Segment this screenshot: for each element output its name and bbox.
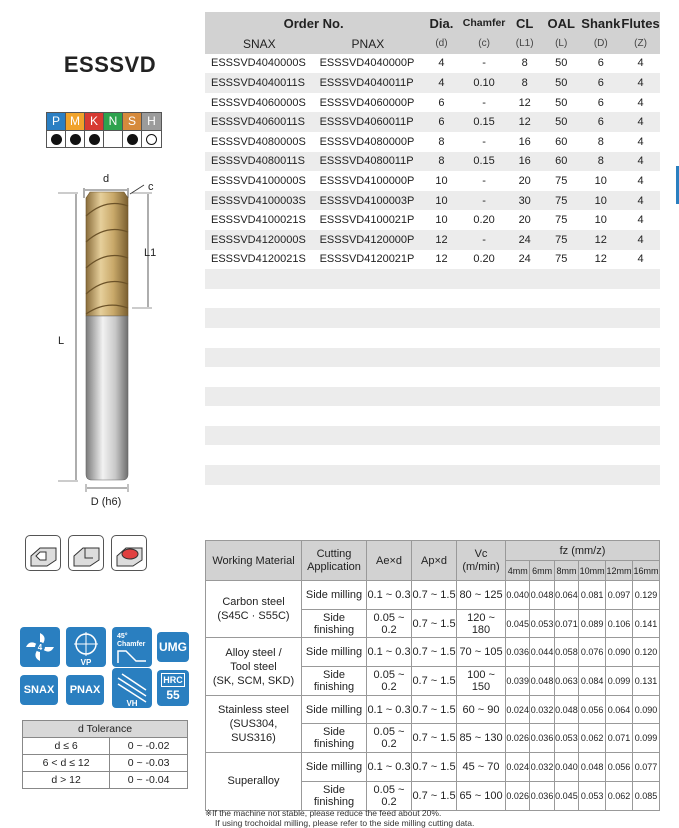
dia-header: Dia. bbox=[422, 12, 461, 34]
order-cell: 6 bbox=[581, 93, 622, 113]
order-cell: ESSSVD4080000S bbox=[205, 132, 314, 152]
order-cell: ESSSVD4100000P bbox=[314, 171, 423, 191]
footnote-2: If using trochoidal milling, please refer to the side milling cutting data. bbox=[215, 818, 475, 828]
order-cell: ESSSVD4060000P bbox=[314, 93, 423, 113]
order-cell: 60 bbox=[542, 132, 581, 152]
fz-value-cell: 0.048 bbox=[530, 667, 554, 696]
material-n-rating bbox=[104, 130, 123, 147]
empty-order-row bbox=[205, 426, 660, 446]
tolerance-row bbox=[23, 738, 188, 755]
order-row bbox=[205, 112, 660, 132]
fz-value-cell: 0.141 bbox=[633, 609, 660, 638]
order-cell: 60 bbox=[542, 152, 581, 172]
fz-value-cell: 0.056 bbox=[606, 753, 633, 782]
fz-size-header: 8mm bbox=[554, 561, 578, 581]
ae-cell: 0.05 ~ 0.2 bbox=[367, 781, 412, 810]
order-cell: 10 bbox=[422, 171, 461, 191]
vc-cell: 80 ~ 125 bbox=[457, 581, 506, 610]
vc-header: Vc (m/min) bbox=[457, 541, 506, 581]
oal-header: OAL bbox=[542, 12, 581, 34]
empty-circle-icon bbox=[146, 134, 157, 145]
dia-sub-header: (d) bbox=[422, 34, 461, 54]
fz-value-cell: 0.056 bbox=[579, 695, 606, 724]
order-cell: 30 bbox=[507, 191, 542, 211]
order-row bbox=[205, 191, 660, 211]
oal-sub-header: (L) bbox=[542, 34, 581, 54]
order-cell: 75 bbox=[542, 171, 581, 191]
order-cell: 10 bbox=[581, 210, 622, 230]
material-name-line: Stainless steel bbox=[218, 703, 289, 716]
ae-cell: 0.1 ~ 0.3 bbox=[367, 581, 412, 610]
app-cell: Side milling bbox=[302, 638, 367, 667]
fz-value-cell: 0.090 bbox=[633, 695, 660, 724]
cl-sub-header: (L1) bbox=[507, 34, 542, 54]
cl-header: CL bbox=[507, 12, 542, 34]
tolerance-cell: 6 < d ≤ 12 bbox=[23, 755, 110, 772]
working-material-cell bbox=[206, 638, 302, 695]
fz-value-cell: 0.024 bbox=[506, 695, 530, 724]
app-cell: Side milling bbox=[302, 753, 367, 782]
order-cell: ESSSVD4040000P bbox=[314, 54, 423, 74]
fz-value-cell: 0.085 bbox=[633, 781, 660, 810]
fz-value-cell: 0.062 bbox=[579, 724, 606, 753]
ae-cell: 0.1 ~ 0.3 bbox=[367, 638, 412, 667]
ae-cell: 0.05 ~ 0.2 bbox=[367, 609, 412, 638]
flutes-sub-header: (Z) bbox=[621, 34, 660, 54]
tolerance-title: d Tolerance bbox=[23, 721, 188, 738]
order-cell: - bbox=[461, 132, 508, 152]
tolerance-row bbox=[23, 772, 188, 789]
ap-cell: 0.7 ~ 1.5 bbox=[412, 724, 457, 753]
fz-value-cell: 0.053 bbox=[530, 609, 554, 638]
slotting-process-icon bbox=[25, 535, 61, 571]
order-cell: ESSSVD4120021S bbox=[205, 250, 314, 270]
tolerance-cell: d ≤ 6 bbox=[23, 738, 110, 755]
order-cell: 75 bbox=[542, 250, 581, 270]
order-cell: 10 bbox=[422, 191, 461, 211]
filled-circle-icon bbox=[89, 134, 100, 145]
chamfer-sub-header: (c) bbox=[461, 34, 508, 54]
order-table bbox=[205, 12, 660, 485]
fz-value-cell: 0.048 bbox=[530, 581, 554, 610]
material-suitability-grid bbox=[46, 112, 162, 148]
ap-cell: 0.7 ~ 1.5 bbox=[412, 667, 457, 696]
order-cell: 0.20 bbox=[461, 250, 508, 270]
tolerance-cell: 0 ~ -0.04 bbox=[110, 772, 188, 789]
order-cell: 0.15 bbox=[461, 152, 508, 172]
empty-order-row bbox=[205, 348, 660, 368]
order-row bbox=[205, 93, 660, 113]
material-name-line: (S45C · S55C) bbox=[217, 610, 290, 623]
fz-value-cell: 0.024 bbox=[506, 753, 530, 782]
working-material-cell bbox=[206, 695, 302, 752]
filled-circle-icon bbox=[70, 134, 81, 145]
cutting-conditions-table bbox=[205, 540, 660, 811]
material-h-rating bbox=[142, 130, 161, 147]
order-cell: 8 bbox=[581, 132, 622, 152]
order-cell: 0.10 bbox=[461, 73, 508, 93]
shank-sub-header: (D) bbox=[581, 34, 622, 54]
order-cell: 4 bbox=[621, 132, 660, 152]
svg-text:VP: VP bbox=[80, 658, 92, 667]
fz-value-cell: 0.129 bbox=[633, 581, 660, 610]
fz-value-cell: 0.045 bbox=[506, 609, 530, 638]
order-cell: 8 bbox=[422, 152, 461, 172]
order-row bbox=[205, 250, 660, 270]
order-cell: 4 bbox=[621, 93, 660, 113]
fz-value-cell: 0.097 bbox=[606, 581, 633, 610]
svg-text:VH: VH bbox=[126, 699, 138, 708]
order-cell: ESSSVD4040011P bbox=[314, 73, 423, 93]
vc-cell: 100 ~ 150 bbox=[457, 667, 506, 696]
fz-size-header: 10mm bbox=[579, 561, 606, 581]
fz-value-cell: 0.058 bbox=[554, 638, 578, 667]
order-cell: ESSSVD4080011S bbox=[205, 152, 314, 172]
order-row bbox=[205, 230, 660, 250]
flutes-header: Flutes bbox=[621, 12, 660, 34]
order-cell: - bbox=[461, 171, 508, 191]
fz-size-header: 4mm bbox=[506, 561, 530, 581]
empty-order-row bbox=[205, 328, 660, 348]
order-cell: ESSSVD4100003P bbox=[314, 191, 423, 211]
material-m-rating bbox=[66, 130, 85, 147]
material-name-line: (SUS304, bbox=[229, 717, 278, 730]
material-name-line: Tool steel bbox=[230, 660, 277, 673]
empty-order-row bbox=[205, 367, 660, 387]
order-cell: 6 bbox=[422, 93, 461, 113]
order-cell: 12 bbox=[422, 250, 461, 270]
material-s-label: S bbox=[123, 113, 142, 130]
order-cell: 75 bbox=[542, 210, 581, 230]
fz-value-cell: 0.053 bbox=[554, 724, 578, 753]
footnote-1: ※If the machine not stable, please reduce the feed about 20%. bbox=[205, 808, 442, 818]
umg-icon: UMG bbox=[157, 632, 189, 662]
four-flute-icon bbox=[20, 627, 60, 667]
order-cell: 20 bbox=[507, 210, 542, 230]
fz-size-header: 6mm bbox=[530, 561, 554, 581]
order-cell: 10 bbox=[581, 171, 622, 191]
fz-value-cell: 0.026 bbox=[506, 781, 530, 810]
order-cell: 24 bbox=[507, 250, 542, 270]
fz-value-cell: 0.044 bbox=[530, 638, 554, 667]
svg-text:45°: 45° bbox=[117, 633, 128, 640]
d-dimension-label: d bbox=[102, 173, 110, 185]
order-cell: ESSSVD4040011S bbox=[205, 73, 314, 93]
material-name-line: Alloy steel / bbox=[225, 646, 282, 659]
order-cell: - bbox=[461, 230, 508, 250]
order-cell: 4 bbox=[621, 171, 660, 191]
vc-cell: 120 ~ 180 bbox=[457, 609, 506, 638]
order-cell: 8 bbox=[581, 152, 622, 172]
l-dimension-label: L bbox=[58, 335, 65, 347]
order-cell: ESSSVD4080000P bbox=[314, 132, 423, 152]
material-m-label: M bbox=[66, 113, 85, 130]
empty-order-row bbox=[205, 387, 660, 407]
working-material-cell bbox=[206, 753, 302, 810]
order-cell: 4 bbox=[621, 250, 660, 270]
order-row bbox=[205, 171, 660, 191]
material-s-rating bbox=[123, 130, 142, 147]
order-cell: ESSSVD4080011P bbox=[314, 152, 423, 172]
order-cell: 8 bbox=[422, 132, 461, 152]
fz-value-cell: 0.036 bbox=[530, 724, 554, 753]
order-cell: 50 bbox=[542, 73, 581, 93]
fz-size-header: 16mm bbox=[633, 561, 660, 581]
order-cell: 12 bbox=[507, 93, 542, 113]
c-dimension-label: c bbox=[148, 181, 154, 193]
empty-order-row bbox=[205, 289, 660, 309]
order-cell: 6 bbox=[422, 112, 461, 132]
variable-pitch-icon bbox=[66, 627, 106, 667]
vc-cell: 45 ~ 70 bbox=[457, 753, 506, 782]
shank-header: Shank bbox=[581, 12, 622, 34]
app-cell: Side milling bbox=[302, 581, 367, 610]
material-name-line: Superalloy bbox=[227, 775, 280, 788]
shank-dimension-label: D (h6) bbox=[90, 496, 122, 508]
app-cell: Side finishing bbox=[302, 667, 367, 696]
app-cell: Side finishing bbox=[302, 609, 367, 638]
order-cell: ESSSVD4120000S bbox=[205, 230, 314, 250]
fz-header: fz (mm/z) bbox=[506, 541, 660, 561]
order-row bbox=[205, 152, 660, 172]
order-cell: 10 bbox=[581, 191, 622, 211]
working-material-header: Working Material bbox=[206, 541, 302, 581]
material-name-line: SUS316) bbox=[231, 731, 276, 744]
order-cell: 12 bbox=[507, 112, 542, 132]
snax-coating-icon: SNAX bbox=[20, 675, 58, 705]
ap-cell: 0.7 ~ 1.5 bbox=[412, 581, 457, 610]
fz-value-cell: 0.040 bbox=[554, 753, 578, 782]
fz-value-cell: 0.084 bbox=[579, 667, 606, 696]
fz-value-cell: 0.120 bbox=[633, 638, 660, 667]
app-cell: Side finishing bbox=[302, 781, 367, 810]
vc-cell: 65 ~ 100 bbox=[457, 781, 506, 810]
order-cell: ESSSVD4120021P bbox=[314, 250, 423, 270]
ae-cell: 0.05 ~ 0.2 bbox=[367, 667, 412, 696]
ap-cell: 0.7 ~ 1.5 bbox=[412, 781, 457, 810]
vc-cell: 85 ~ 130 bbox=[457, 724, 506, 753]
order-cell: 4 bbox=[422, 73, 461, 93]
order-cell: 4 bbox=[621, 210, 660, 230]
order-cell: 4 bbox=[621, 230, 660, 250]
ap-cell: 0.7 ~ 1.5 bbox=[412, 638, 457, 667]
app-cell: Side milling bbox=[302, 695, 367, 724]
empty-order-row bbox=[205, 445, 660, 465]
fz-value-cell: 0.040 bbox=[506, 581, 530, 610]
fz-value-cell: 0.062 bbox=[606, 781, 633, 810]
order-cell: 8 bbox=[507, 73, 542, 93]
tolerance-cell: 0 ~ -0.02 bbox=[110, 738, 188, 755]
vh-icon bbox=[112, 668, 152, 708]
order-cell: 12 bbox=[581, 230, 622, 250]
cutting-row bbox=[206, 581, 660, 610]
order-row bbox=[205, 54, 660, 74]
l1-dimension-label: L1 bbox=[144, 247, 157, 259]
order-cell: 75 bbox=[542, 191, 581, 211]
empty-order-row bbox=[205, 308, 660, 328]
order-cell: 50 bbox=[542, 54, 581, 74]
order-cell: 20 bbox=[507, 171, 542, 191]
order-cell: 4 bbox=[621, 73, 660, 93]
fz-value-cell: 0.089 bbox=[579, 609, 606, 638]
product-title: ESSSVD bbox=[63, 52, 157, 77]
order-cell: 4 bbox=[621, 191, 660, 211]
order-cell: 12 bbox=[581, 250, 622, 270]
material-h-label: H bbox=[142, 113, 161, 130]
tolerance-row bbox=[23, 755, 188, 772]
ap-cell: 0.7 ~ 1.5 bbox=[412, 695, 457, 724]
application-header: Cutting Application bbox=[302, 541, 367, 581]
fz-value-cell: 0.071 bbox=[606, 724, 633, 753]
ae-header: Ae×d bbox=[367, 541, 412, 581]
fz-value-cell: 0.064 bbox=[554, 581, 578, 610]
fz-value-cell: 0.048 bbox=[579, 753, 606, 782]
fz-value-cell: 0.039 bbox=[506, 667, 530, 696]
order-cell: 16 bbox=[507, 152, 542, 172]
order-cell: 6 bbox=[581, 73, 622, 93]
filled-circle-icon bbox=[51, 134, 62, 145]
order-cell: ESSSVD4060011S bbox=[205, 112, 314, 132]
fz-value-cell: 0.053 bbox=[579, 781, 606, 810]
fz-value-cell: 0.026 bbox=[506, 724, 530, 753]
ae-cell: 0.05 ~ 0.2 bbox=[367, 724, 412, 753]
side-milling-process-icon bbox=[68, 535, 104, 571]
svg-text:4: 4 bbox=[37, 643, 43, 652]
fz-size-header: 12mm bbox=[606, 561, 633, 581]
order-cell: 4 bbox=[621, 54, 660, 74]
cutting-row bbox=[206, 638, 660, 667]
order-cell: ESSSVD4100021P bbox=[314, 210, 423, 230]
order-row bbox=[205, 73, 660, 93]
order-row bbox=[205, 132, 660, 152]
profiling-process-icon bbox=[111, 535, 147, 571]
order-cell: 4 bbox=[422, 54, 461, 74]
order-cell: 50 bbox=[542, 93, 581, 113]
filled-circle-icon bbox=[127, 134, 138, 145]
fz-value-cell: 0.131 bbox=[633, 667, 660, 696]
app-cell: Side finishing bbox=[302, 724, 367, 753]
fz-value-cell: 0.077 bbox=[633, 753, 660, 782]
tolerance-table bbox=[22, 720, 188, 789]
fz-value-cell: 0.081 bbox=[579, 581, 606, 610]
empty-order-row bbox=[205, 465, 660, 485]
order-cell: - bbox=[461, 54, 508, 74]
order-cell: ESSSVD4100003S bbox=[205, 191, 314, 211]
fz-value-cell: 0.090 bbox=[606, 638, 633, 667]
hrc-icon: HRC 55 bbox=[157, 670, 189, 706]
order-cell: 8 bbox=[507, 54, 542, 74]
fz-value-cell: 0.099 bbox=[633, 724, 660, 753]
order-cell: ESSSVD4100021S bbox=[205, 210, 314, 230]
fz-value-cell: 0.036 bbox=[506, 638, 530, 667]
order-cell: 0.15 bbox=[461, 112, 508, 132]
order-cell: ESSSVD4100000S bbox=[205, 171, 314, 191]
material-name-line: Carbon steel bbox=[222, 596, 285, 609]
fz-value-cell: 0.106 bbox=[606, 609, 633, 638]
order-cell: ESSSVD4040000S bbox=[205, 54, 314, 74]
material-p-label: P bbox=[47, 113, 66, 130]
fz-value-cell: 0.032 bbox=[530, 695, 554, 724]
cutting-row bbox=[206, 695, 660, 724]
svg-text:Chamfer: Chamfer bbox=[117, 641, 146, 648]
ap-header: Ap×d bbox=[412, 541, 457, 581]
snax-header: SNAX bbox=[205, 34, 314, 54]
fz-value-cell: 0.071 bbox=[554, 609, 578, 638]
order-row bbox=[205, 210, 660, 230]
order-cell: ESSSVD4060011P bbox=[314, 112, 423, 132]
material-name-line: (SK, SCM, SKD) bbox=[212, 674, 295, 687]
order-cell: 4 bbox=[621, 152, 660, 172]
material-k-rating bbox=[85, 130, 104, 147]
order-cell: ESSSVD4120000P bbox=[314, 230, 423, 250]
ap-cell: 0.7 ~ 1.5 bbox=[412, 753, 457, 782]
fz-value-cell: 0.064 bbox=[606, 695, 633, 724]
order-cell: 6 bbox=[581, 112, 622, 132]
order-cell: 24 bbox=[507, 230, 542, 250]
end-mill-drawing bbox=[40, 168, 180, 508]
order-cell: - bbox=[461, 191, 508, 211]
ap-cell: 0.7 ~ 1.5 bbox=[412, 609, 457, 638]
order-cell: - bbox=[461, 93, 508, 113]
pnax-coating-icon: PNAX bbox=[66, 675, 104, 705]
ae-cell: 0.1 ~ 0.3 bbox=[367, 753, 412, 782]
fz-value-cell: 0.076 bbox=[579, 638, 606, 667]
ae-cell: 0.1 ~ 0.3 bbox=[367, 695, 412, 724]
order-no-header: Order No. bbox=[205, 12, 422, 34]
empty-order-row bbox=[205, 269, 660, 289]
cutting-row bbox=[206, 753, 660, 782]
order-cell: 6 bbox=[581, 54, 622, 74]
empty-order-row bbox=[205, 406, 660, 426]
order-cell: 10 bbox=[422, 210, 461, 230]
tolerance-cell: 0 ~ -0.03 bbox=[110, 755, 188, 772]
order-cell: ESSSVD4060000S bbox=[205, 93, 314, 113]
vc-cell: 60 ~ 90 bbox=[457, 695, 506, 724]
fz-value-cell: 0.032 bbox=[530, 753, 554, 782]
order-cell: 12 bbox=[422, 230, 461, 250]
material-n-label: N bbox=[104, 113, 123, 130]
order-cell: 0.20 bbox=[461, 210, 508, 230]
material-k-label: K bbox=[85, 113, 104, 130]
chamfer-icon bbox=[112, 627, 152, 667]
order-cell: 75 bbox=[542, 230, 581, 250]
fz-value-cell: 0.036 bbox=[530, 781, 554, 810]
chamfer-header: Chamfer bbox=[461, 12, 508, 34]
tolerance-cell: d > 12 bbox=[23, 772, 110, 789]
fz-value-cell: 0.063 bbox=[554, 667, 578, 696]
order-cell: 50 bbox=[542, 112, 581, 132]
fz-value-cell: 0.099 bbox=[606, 667, 633, 696]
vc-cell: 70 ~ 105 bbox=[457, 638, 506, 667]
fz-value-cell: 0.045 bbox=[554, 781, 578, 810]
order-cell: 16 bbox=[507, 132, 542, 152]
working-material-cell bbox=[206, 581, 302, 638]
fz-value-cell: 0.048 bbox=[554, 695, 578, 724]
order-cell: 4 bbox=[621, 112, 660, 132]
pnax-header: PNAX bbox=[314, 34, 423, 54]
material-p-rating bbox=[47, 130, 66, 147]
